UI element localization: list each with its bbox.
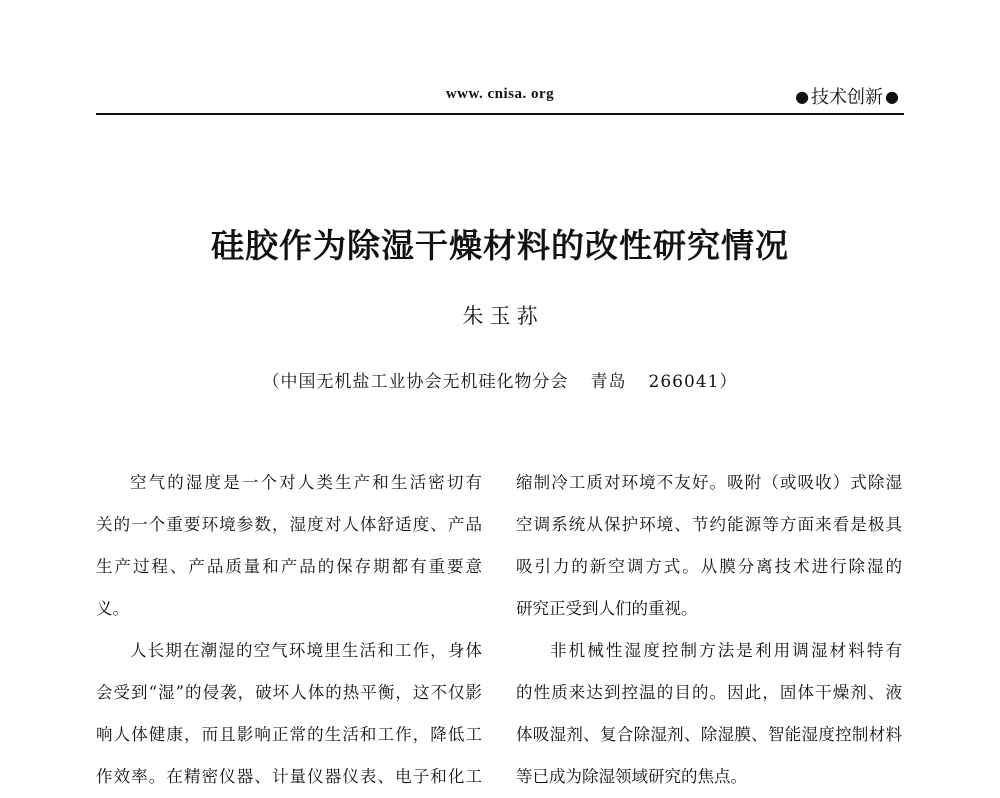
text-line: 义。 xyxy=(96,599,129,618)
text-line: 非机械性湿度控制方法是利用调湿材料特有 xyxy=(550,641,902,660)
author-name: 朱玉荪 xyxy=(462,304,544,328)
affiliation-postcode: 266041） xyxy=(648,372,738,392)
text-line: 空气的湿度是一个对人类生产和生活密切有 xyxy=(130,473,482,492)
article-title: 硅胶作为除湿干燥材料的改性研究情况 xyxy=(211,226,789,265)
text-line: 等已成为除湿领域研究的焦点。 xyxy=(516,767,747,786)
affiliation-org: （中国无机盐工业协会无机硅化物分会 xyxy=(262,372,569,392)
bullet-icon: ● xyxy=(885,86,899,106)
body-column-left xyxy=(96,462,482,798)
author-affiliation xyxy=(0,367,1000,392)
text-line: 作效率。在精密仪器、计量仪器仪表、电子和化工 xyxy=(96,767,482,786)
text-line: 响人体健康，而且影响正常的生活和工作，降低工 xyxy=(96,725,482,744)
header-rule xyxy=(96,113,904,115)
section-name: 技术创新 xyxy=(811,87,884,108)
text-line: 人长期在潮湿的空气环境里生活和工作，身体 xyxy=(130,641,482,660)
text-line: 体吸湿剂、复合除湿剂、除湿膜、智能湿度控制材料 xyxy=(516,725,902,744)
text-line: 关的一个重要环境参数，湿度对人体舒适度、产品 xyxy=(96,515,482,534)
text-line: 研究正受到人们的重视。 xyxy=(516,599,698,618)
text-line: 吸引力的新空调方式。从膜分离技术进行除湿的 xyxy=(516,557,902,576)
affiliation-city: 青岛 xyxy=(590,372,627,392)
text-line: 缩制冷工质对环境不友好。吸附（或吸收）式除湿 xyxy=(516,473,902,492)
body-column-right xyxy=(516,462,902,798)
text-line: 生产过程、产品质量和产品的保存期都有重要意 xyxy=(96,557,482,576)
header-section-label xyxy=(795,83,899,109)
header-url: www. cnisa. org xyxy=(445,86,555,102)
bullet-icon: ● xyxy=(795,86,810,106)
text-line: 空调系统从保护环境、节约能源等方面来看是极具 xyxy=(516,515,902,534)
text-line: 会受到“湿”的侵袭，破坏人体的热平衡，这不仅影 xyxy=(96,683,482,702)
text-line: 的性质来达到控温的目的。因此，固体干燥剂、液 xyxy=(516,683,902,702)
